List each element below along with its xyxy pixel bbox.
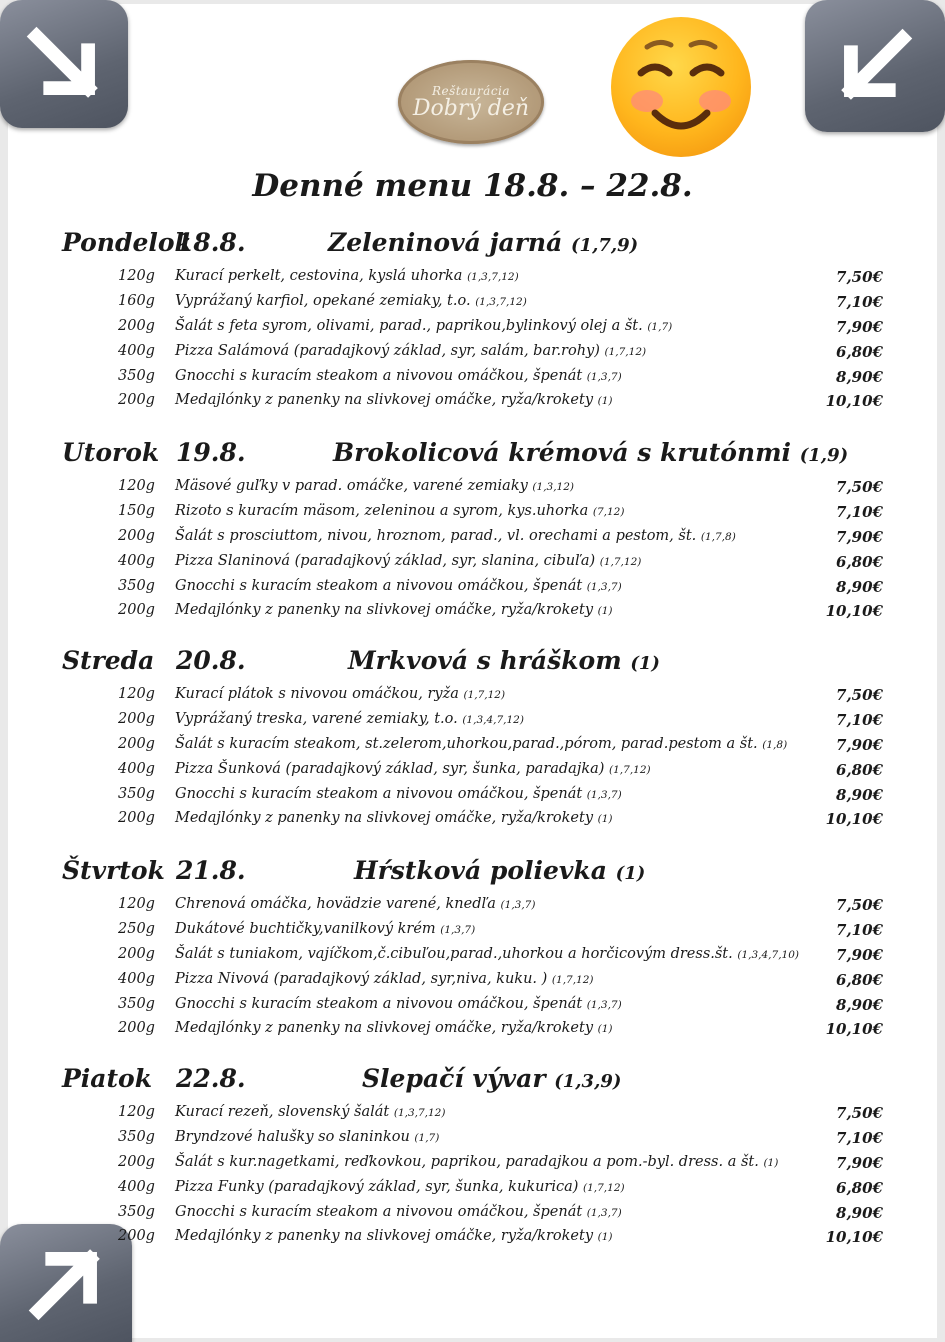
menu-item — [0, 921, 945, 946]
soup-name: Mrkvová s hráškom — [348, 646, 622, 675]
item-allergens: (1,3,7,12) — [393, 1107, 446, 1119]
item-name: Gnocchi s kuracím steakom a nivovou omáčkou, špenát — [175, 785, 583, 802]
item-allergens: (1,7,12) — [551, 973, 594, 986]
item-price: 10,10€ — [825, 1020, 883, 1039]
item-description — [175, 686, 505, 702]
item-weight: 120g — [118, 896, 155, 912]
item-name: Vyprážaný treska, varené zemiaky, t.o. — [175, 710, 458, 727]
item-price: 7,10€ — [836, 920, 883, 939]
item-description — [175, 786, 622, 802]
item-name: Medajlónky z panenky na slivkovej omáčke, ryža/krokety — [175, 1020, 594, 1037]
item-weight: 120g — [118, 268, 155, 284]
day-date: 21.8. — [176, 856, 246, 885]
item-description — [175, 1104, 445, 1120]
item-allergens: (1,7) — [414, 1131, 440, 1144]
item-allergens: (1,7,12) — [463, 689, 506, 701]
item-description — [175, 1179, 625, 1195]
item-weight: 200g — [118, 392, 155, 409]
soup-of-day — [362, 1064, 621, 1093]
item-allergens: (1,7) — [647, 320, 673, 333]
item-allergens: (1) — [763, 1156, 779, 1169]
item-price: 7,50€ — [836, 896, 883, 914]
item-weight: 120g — [118, 1104, 155, 1120]
item-weight: 350g — [118, 577, 155, 594]
item-name: Šalát s kuracím steakom, st.zelerom,uhorkou,parad.,pórom, parad.pestom a št. — [175, 735, 758, 752]
item-weight: 200g — [118, 602, 155, 619]
item-price: 7,50€ — [836, 1104, 883, 1122]
soup-allergens: (1) — [630, 653, 660, 674]
item-weight: 200g — [118, 1153, 155, 1170]
item-price: 7,90€ — [836, 527, 883, 546]
item-description — [175, 368, 622, 384]
item-weight: 350g — [118, 785, 155, 802]
item-weight: 200g — [118, 317, 155, 334]
item-price: 7,90€ — [836, 317, 883, 336]
day-name: Pondelok — [62, 228, 192, 257]
item-allergens: (1,7,12) — [604, 345, 647, 358]
day-date: 19.8. — [176, 438, 246, 467]
item-description — [175, 971, 594, 987]
item-price: 8,90€ — [836, 1203, 883, 1222]
item-description — [175, 946, 799, 962]
item-allergens: (1,3,7) — [586, 370, 622, 383]
item-description — [175, 1020, 613, 1036]
item-price: 7,10€ — [836, 502, 883, 521]
day-date: 22.8. — [176, 1064, 246, 1093]
day-name: Štvrtok — [62, 856, 165, 885]
item-weight: 400g — [118, 1178, 155, 1195]
item-weight: 350g — [118, 1128, 155, 1145]
item-weight: 350g — [118, 367, 155, 384]
item-name: Šalát s feta syrom, olivami, parad., paprikou,bylinkový olej a št. — [175, 317, 643, 334]
item-price: 6,80€ — [836, 342, 883, 361]
item-name: Medajlónky z panenky na slivkovej omáčke, ryža/krokety — [175, 810, 594, 827]
item-allergens: (1) — [597, 1231, 613, 1244]
menu-item — [0, 293, 945, 318]
item-allergens: (1,7,12) — [609, 763, 651, 776]
item-name: Pizza Šunková (paradajkový základ, syr, šunka, paradajka) — [175, 760, 605, 777]
item-description — [175, 1228, 613, 1244]
item-allergens: (1,3,7,12) — [475, 295, 527, 308]
item-weight: 120g — [118, 686, 155, 702]
arrow-down-right-icon[interactable] — [0, 0, 128, 128]
item-allergens: (1,3,7) — [500, 899, 536, 911]
item-weight: 350g — [118, 1203, 155, 1220]
item-name: Kurací rezeň, slovenský šalát — [175, 1104, 390, 1120]
item-description — [175, 293, 527, 309]
item-allergens: (1) — [597, 1023, 613, 1036]
item-description — [175, 578, 622, 594]
item-allergens: (1,3,4,7,12) — [462, 713, 524, 726]
soup-allergens: (1,9) — [799, 445, 849, 466]
item-allergens: (1,3,7) — [586, 788, 622, 801]
item-price: 6,80€ — [836, 760, 883, 779]
item-price: 6,80€ — [836, 1178, 883, 1197]
item-allergens: (1) — [597, 813, 613, 826]
item-allergens: (1,7,8) — [700, 530, 736, 543]
menu-item — [0, 1020, 945, 1045]
day-header — [0, 228, 945, 268]
item-name: Pizza Funky (paradajkový základ, syr, šunka, kukurica) — [175, 1178, 579, 1195]
menu-item — [0, 1179, 945, 1204]
logo-subtitle: Reštaurácia — [431, 83, 511, 98]
logo-name: Dobrý deň — [412, 95, 530, 121]
item-price: 10,10€ — [825, 810, 883, 829]
item-allergens: (1) — [597, 605, 613, 618]
item-weight: 200g — [118, 1228, 155, 1245]
item-name: Gnocchi s kuracím steakom a nivovou omáčkou, špenát — [175, 577, 583, 594]
menu-item — [0, 971, 945, 996]
item-description — [175, 711, 524, 727]
menu-item — [0, 268, 945, 293]
item-description — [175, 478, 574, 494]
item-description — [175, 503, 624, 519]
item-weight: 200g — [118, 710, 155, 727]
item-description — [175, 761, 651, 777]
item-description — [175, 268, 519, 284]
menu-item — [0, 810, 945, 835]
item-price: 8,90€ — [836, 785, 883, 804]
menu-item — [0, 996, 945, 1021]
item-description — [175, 553, 641, 569]
item-weight: 200g — [118, 527, 155, 544]
item-name: Pizza Salámová (paradajkový základ, syr, salám, bar.rohy) — [175, 342, 600, 359]
day-section — [0, 438, 945, 627]
item-price: 10,10€ — [825, 1228, 883, 1247]
item-price: 7,10€ — [836, 1128, 883, 1147]
day-section — [0, 1064, 945, 1253]
item-price: 7,50€ — [836, 268, 883, 286]
soup-name: Slepačí vývar — [362, 1064, 546, 1093]
item-name: Gnocchi s kuracím steakom a nivovou omáčkou, špenát — [175, 367, 583, 384]
item-allergens: (1,3,7) — [586, 1206, 622, 1219]
menu-item — [0, 736, 945, 761]
soup-allergens: (1,3,9) — [554, 1071, 622, 1092]
item-name: Pizza Nivová (paradajkový základ, syr,niva, kuku. ) — [175, 970, 548, 987]
item-description — [175, 1154, 778, 1170]
arrow-down-left-icon[interactable] — [805, 0, 945, 132]
item-price: 7,50€ — [836, 478, 883, 496]
item-allergens: (7,12) — [592, 505, 625, 518]
item-name: Pizza Slaninová (paradajkový základ, syr, slanina, cibuľa) — [175, 552, 596, 569]
item-name: Medajlónky z panenky na slivkovej omáčke, ryža/krokety — [175, 392, 594, 409]
menu-item — [0, 896, 945, 921]
item-description — [175, 343, 646, 359]
menu-item — [0, 478, 945, 503]
item-name: Kurací perkelt, cestovina, kyslá uhorka — [175, 268, 463, 284]
soup-name: Hŕstková polievka — [354, 856, 607, 885]
item-weight: 200g — [118, 810, 155, 827]
menu-item — [0, 602, 945, 627]
item-name: Gnocchi s kuracím steakom a nivovou omáčkou, špenát — [175, 995, 583, 1012]
menu-item — [0, 392, 945, 417]
menu-item — [0, 1104, 945, 1129]
item-allergens: (1,3,7) — [586, 580, 622, 593]
soup-of-day — [354, 856, 645, 885]
item-allergens: (1,3,7) — [586, 998, 622, 1011]
item-weight: 400g — [118, 760, 155, 777]
menu-item — [0, 528, 945, 553]
item-weight: 200g — [118, 945, 155, 962]
menu-item — [0, 343, 945, 368]
day-section — [0, 856, 945, 1045]
item-weight: 200g — [118, 735, 155, 752]
soup-of-day — [333, 438, 848, 467]
day-date: 20.8. — [176, 646, 246, 675]
menu-item — [0, 1228, 945, 1253]
item-allergens: (1,7,12) — [583, 1181, 625, 1194]
item-price: 7,90€ — [836, 945, 883, 964]
item-weight: 250g — [118, 920, 155, 937]
item-weight: 150g — [118, 502, 155, 519]
item-name: Kurací plátok s nivovou omáčkou, ryža — [175, 686, 459, 702]
item-name: Dukátové buchtičky,vanilkový krém — [175, 920, 436, 937]
restaurant-logo — [398, 60, 544, 144]
item-description — [175, 736, 787, 752]
day-header — [0, 856, 945, 896]
item-description — [175, 392, 613, 408]
item-price: 7,90€ — [836, 1153, 883, 1172]
menu-item — [0, 1129, 945, 1154]
item-description — [175, 1129, 439, 1145]
item-description — [175, 528, 736, 544]
item-weight: 400g — [118, 970, 155, 987]
item-allergens: (1,7,12) — [599, 555, 642, 568]
menu-item — [0, 503, 945, 528]
item-description — [175, 810, 613, 826]
day-header — [0, 438, 945, 478]
item-allergens: (1,8) — [762, 738, 788, 751]
soup-of-day — [348, 646, 660, 675]
item-description — [175, 996, 622, 1012]
smiling-face-icon — [611, 17, 751, 157]
item-allergens: (1,3,7) — [440, 923, 476, 936]
item-description — [175, 318, 672, 334]
item-price: 6,80€ — [836, 552, 883, 571]
soup-allergens: (1,7,9) — [571, 235, 639, 256]
item-description — [175, 1204, 622, 1220]
item-price: 8,90€ — [836, 995, 883, 1014]
day-name: Utorok — [62, 438, 160, 467]
item-allergens: (1) — [597, 395, 613, 408]
item-name: Chrenová omáčka, hovädzie varené, knedľa — [175, 896, 496, 912]
menu-item — [0, 578, 945, 603]
item-weight: 200g — [118, 1020, 155, 1037]
item-price: 8,90€ — [836, 367, 883, 386]
item-price: 10,10€ — [825, 392, 883, 411]
item-description — [175, 896, 535, 912]
item-price: 7,50€ — [836, 686, 883, 704]
menu-item — [0, 946, 945, 971]
item-name: Medajlónky z panenky na slivkovej omáčke, ryža/krokety — [175, 602, 594, 619]
item-name: Gnocchi s kuracím steakom a nivovou omáčkou, špenát — [175, 1203, 583, 1220]
day-name: Piatok — [62, 1064, 153, 1093]
item-weight: 350g — [118, 995, 155, 1012]
item-price: 7,10€ — [836, 292, 883, 311]
day-section — [0, 228, 945, 417]
day-name: Streda — [62, 646, 155, 675]
day-section — [0, 646, 945, 835]
item-name: Šalát s tuniakom, vajíčkom,č.cibuľou,parad.,uhorkou a horčicovým dress.št. — [175, 945, 733, 962]
day-header — [0, 1064, 945, 1104]
soup-allergens: (1) — [615, 863, 646, 884]
item-name: Šalát s prosciuttom, nivou, hroznom, parad., vl. orechami a pestom, št. — [175, 527, 697, 544]
item-description — [175, 602, 613, 618]
item-weight: 120g — [118, 478, 155, 494]
soup-name: Brokolicová krémová s krutónmi — [333, 438, 792, 467]
menu-item — [0, 686, 945, 711]
menu-item — [0, 1204, 945, 1229]
menu-item — [0, 786, 945, 811]
day-date: 18.8. — [176, 228, 246, 257]
item-price: 8,90€ — [836, 577, 883, 596]
item-name: Bryndzové halušky so slaninkou — [175, 1128, 410, 1145]
item-weight: 160g — [118, 292, 155, 309]
menu-item — [0, 1154, 945, 1179]
item-price: 7,90€ — [836, 735, 883, 754]
menu-item — [0, 553, 945, 578]
item-name: Mäsové guľky v parad. omáčke, varené zemiaky — [175, 478, 528, 494]
item-weight: 400g — [118, 342, 155, 359]
item-weight: 400g — [118, 552, 155, 569]
menu-item — [0, 711, 945, 736]
item-name: Rizoto s kuracím mäsom, zeleninou a syrom, kys.uhorka — [175, 502, 589, 519]
item-allergens: (1,3,7,12) — [467, 271, 519, 283]
day-header — [0, 646, 945, 686]
item-allergens: (1,3,4,7,10) — [737, 948, 799, 961]
item-name: Šalát s kur.nagetkami, reďkovkou, paprikou, paradajkou a pom.-byl. dress. a št. — [175, 1153, 759, 1170]
item-description — [175, 921, 475, 937]
soup-name: Zeleninová jarná — [328, 228, 563, 257]
item-allergens: (1,3,12) — [532, 481, 575, 493]
item-name: Vyprážaný karfiol, opekané zemiaky, t.o. — [175, 292, 471, 309]
item-name: Medajlónky z panenky na slivkovej omáčke, ryža/krokety — [175, 1228, 594, 1245]
menu-item — [0, 368, 945, 393]
soup-of-day — [328, 228, 638, 257]
menu-item — [0, 761, 945, 786]
item-price: 7,10€ — [836, 710, 883, 729]
item-price: 10,10€ — [825, 602, 883, 621]
item-price: 6,80€ — [836, 970, 883, 989]
menu-item — [0, 318, 945, 343]
menu-title: Denné menu 18.8. – 22.8. — [252, 168, 693, 204]
